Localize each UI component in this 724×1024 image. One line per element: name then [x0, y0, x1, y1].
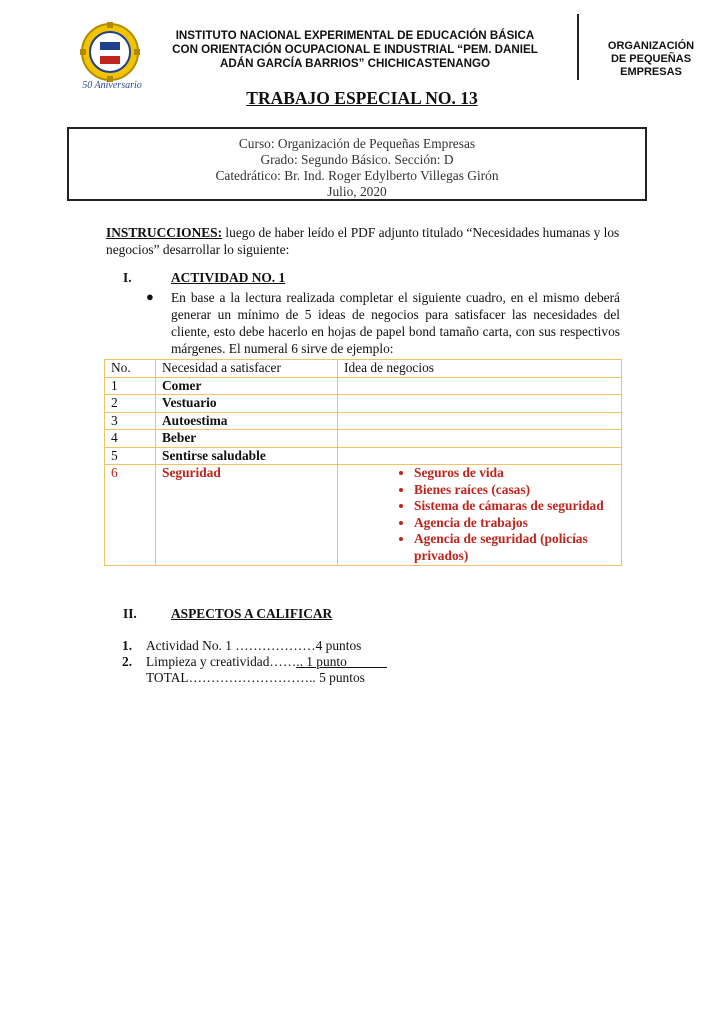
- example-ideas-list: [344, 465, 615, 564]
- section-2-number: II.: [123, 606, 137, 621]
- idea-item: • Sistema de cámaras de seguridad: [414, 498, 615, 515]
- score-item: [122, 654, 387, 670]
- score-item: [122, 638, 361, 654]
- institution-name: [150, 29, 560, 71]
- table-header-cell: No.: [105, 360, 156, 378]
- school-logo: [78, 22, 142, 88]
- instructions-label: INSTRUCCIONES:: [106, 225, 223, 240]
- idea-item: • Seguros de vida: [414, 465, 615, 482]
- institution-line: ADÁN GARCÍA BARRIOS” CHICHICASTENANGO: [219, 57, 491, 70]
- table-row-example: [105, 465, 622, 566]
- section-2-title: ASPECTOS A CALIFICAR: [171, 606, 333, 621]
- row-idea: [338, 465, 622, 566]
- header-divider: [577, 14, 579, 80]
- row-idea: [338, 430, 622, 448]
- row-number: 3: [105, 412, 156, 430]
- row-need: Beber: [156, 430, 338, 448]
- grade-line: Grado: Segundo Básico. Sección: D: [260, 152, 454, 167]
- instructions-text: luego de haber leído el PDF adjunto titulado “Necesidades humanas y los negocios” desarrollar lo siguiente:: [106, 225, 620, 257]
- section-1-number: I.: [123, 270, 132, 285]
- course-info-box: [67, 127, 647, 201]
- row-number: 2: [105, 395, 156, 413]
- row-number: 6: [105, 465, 156, 566]
- row-idea: [338, 447, 622, 465]
- row-need: Autoestima: [156, 412, 338, 430]
- table-header-row: [105, 360, 622, 378]
- instructions: [106, 224, 620, 258]
- row-number: 5: [105, 447, 156, 465]
- row-need: Seguridad: [156, 465, 338, 566]
- institution-line: CON ORIENTACIÓN OCUPACIONAL E INDUSTRIAL “PEM. DANIEL: [172, 43, 538, 56]
- document-title: TRABAJO ESPECIAL NO. 13: [246, 88, 478, 108]
- idea-item: • Agencia de trabajos: [414, 515, 615, 532]
- table-row: [105, 377, 622, 395]
- score-text: Actividad No. 1 ………………4 puntos: [146, 638, 362, 653]
- date-line: Julio, 2020: [327, 184, 387, 199]
- table-header-cell: Necesidad a satisfacer: [156, 360, 338, 378]
- row-idea: [338, 377, 622, 395]
- institution-line: INSTITUTO NACIONAL EXPERIMENTAL DE EDUCACIÓN BÁSICA: [175, 29, 535, 42]
- table-header-cell: Idea de negocios: [338, 360, 622, 378]
- course-line: Curso: Organización de Pequeñas Empresas: [238, 136, 476, 151]
- row-need: Sentirse saludable: [156, 447, 338, 465]
- score-text: Limpieza y creatividad……: [146, 654, 297, 669]
- score-number: 1.: [122, 638, 133, 653]
- bullet-icon: ●: [146, 289, 154, 304]
- table-row: [105, 430, 622, 448]
- logo-caption: 50 Aniversario: [82, 80, 142, 91]
- row-need: Vestuario: [156, 395, 338, 413]
- idea-item: • Agencia de seguridad (policías privados): [414, 531, 615, 564]
- subject-line: ORGANIZACIÓN: [607, 40, 695, 52]
- score-total: TOTAL……………………….. 5 puntos: [146, 670, 365, 685]
- teacher-line: Catedrático: Br. Ind. Roger Edylberto Villegas Girón: [215, 168, 499, 183]
- score-text-underlined: .. 1 punto: [296, 654, 387, 669]
- idea-item: • Bienes raíces (casas): [414, 482, 615, 499]
- needs-table: [104, 359, 622, 566]
- table-row: [105, 447, 622, 465]
- subject-name: [590, 40, 712, 79]
- row-idea: [338, 412, 622, 430]
- row-idea: [338, 395, 622, 413]
- section-1-bullet: En base a la lectura realizada completar el siguiente cuadro, en el mismo deberá generar un mínimo de 5 ideas de negocios para satisfacer las necesidades del cliente, esto debe hacerlo en hojas de papel bond tamaño carta, con sus respectivos márgenes. El numeral 6 sirve de ejemplo:: [171, 290, 620, 356]
- table-row: [105, 412, 622, 430]
- row-number: 1: [105, 377, 156, 395]
- subject-line: DE PEQUEÑAS: [610, 53, 692, 65]
- score-number: 2.: [122, 654, 133, 669]
- subject-line: EMPRESAS: [620, 66, 682, 78]
- row-number: 4: [105, 430, 156, 448]
- table-row: [105, 395, 622, 413]
- row-need: Comer: [156, 377, 338, 395]
- section-1-title: ACTIVIDAD NO. 1: [171, 270, 286, 285]
